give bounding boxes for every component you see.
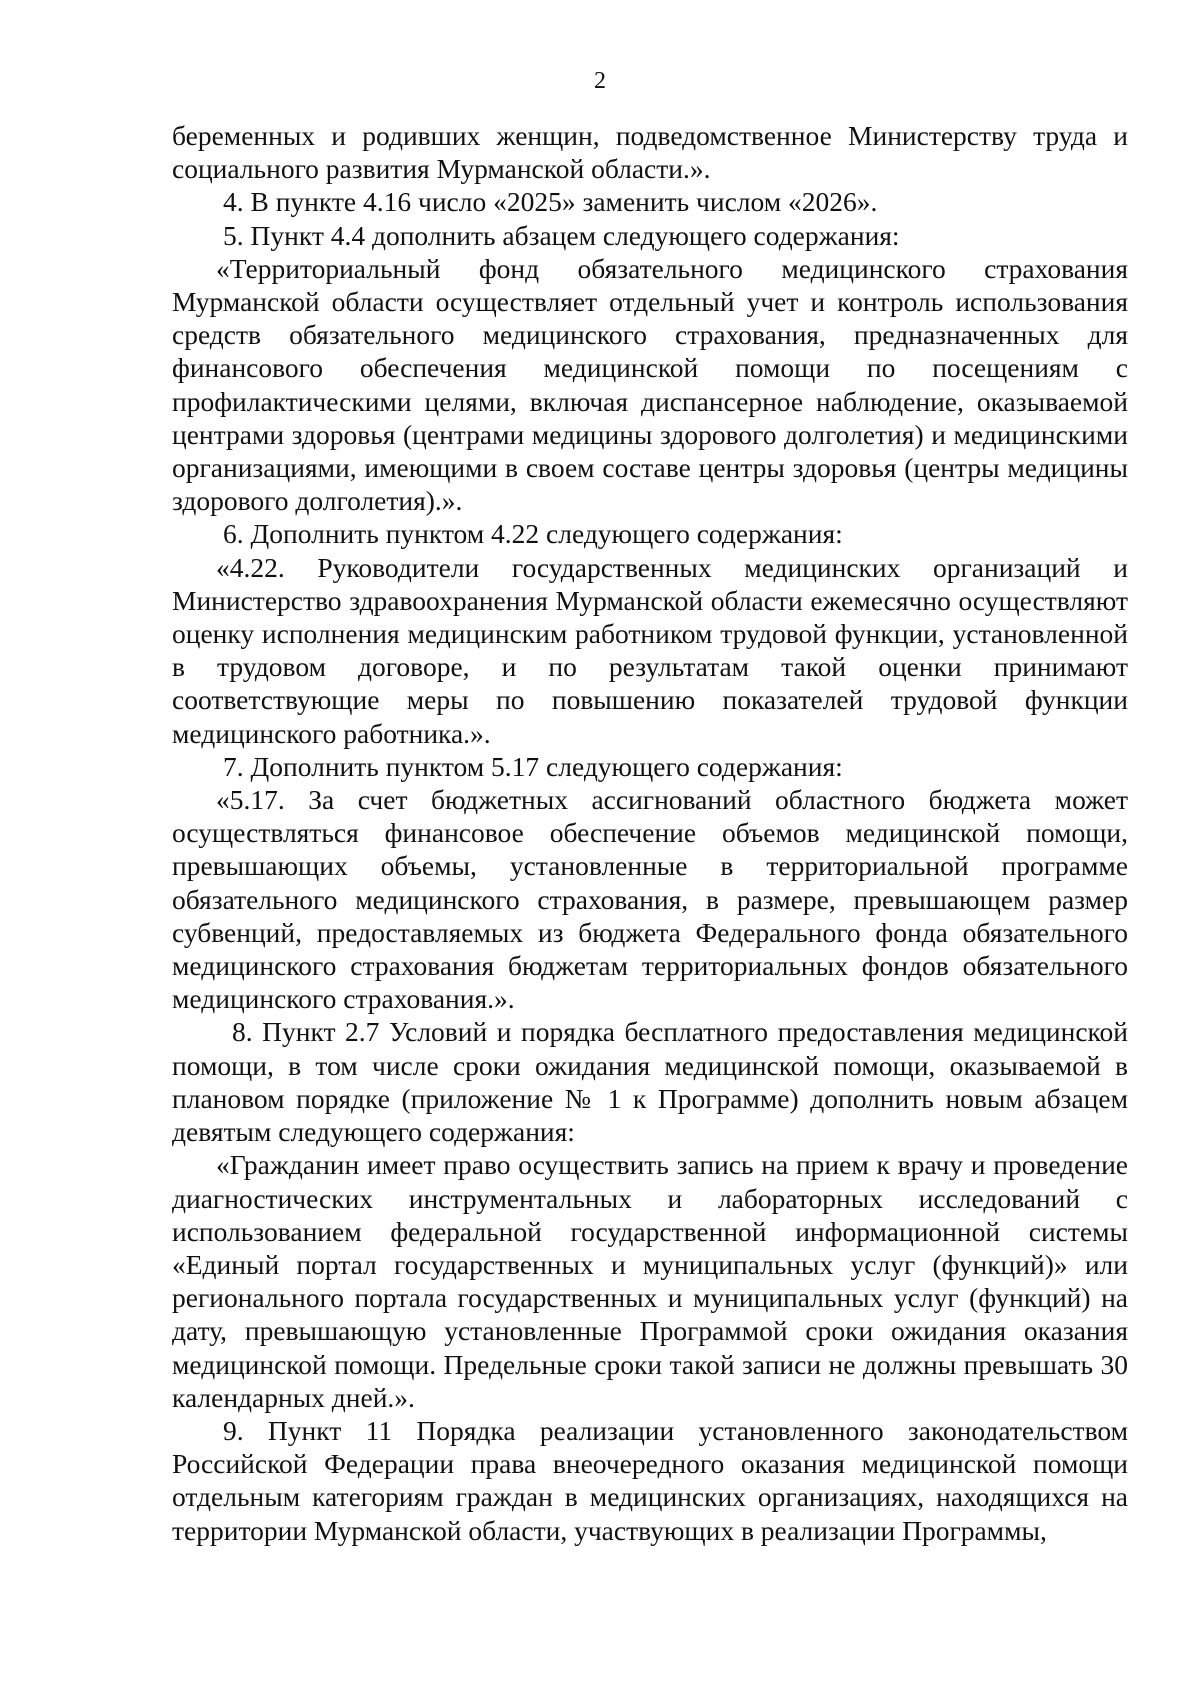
paragraph-continuation: беременных и родивших женщин, подведомственное Министерству труда и социального развития Мурманской области.». (172, 120, 1128, 185)
paragraph-quote-4-22: «4.22. Руководители государственных медицинских организаций и Министерство здравоохранения Мурманской области ежемесячно осуществляют оценку исполнения медицинским работником трудовой функции, установленной в трудовом договоре, и по результатам такой оценки принимают соответствующие меры по повышению показателей трудовой функции медицинского работника.». (172, 551, 1128, 749)
page-number: 2 (594, 68, 606, 94)
document-body (172, 119, 1128, 1547)
paragraph-item-4: 4. В пункте 4.16 число «2025» заменить числом «2026». (223, 186, 878, 218)
paragraph-quote-4-4: «Территориальный фонд обязательного медицинского страхования Мурманской области осуществляет отдельный учет и контроль использования средств обязательного медицинского страхования, предназначенных для финансового обеспечения медицинской помощи по посещениям с профилактическими целями, включая диспансерное наблюдение, оказываемой центрами здоровья (центрами медицины здорового долголетия) и медицинскими организациями, имеющими в своем составе центры здоровья (центры медицины здорового долголетия).». (172, 252, 1128, 517)
paragraph-item-6: 6. Дополнить пунктом 4.22 следующего содержания: (223, 518, 843, 550)
paragraph-quote-citizen-right: «Гражданин имеет право осуществить запись на прием к врачу и проведение диагностических инструментальных и лабораторных исследований с использованием федеральной государственной информационной системы «Единый портал государственных и муниципальных услуг (функций)» или регионального портала государственных и муниципальных услуг (функций) на дату, превышающую установленные Программой сроки ожидания оказания медицинской помощи. Предельные сроки такой записи не должны превышать 30 календарных дней.». (172, 1149, 1128, 1413)
paragraph-quote-5-17: «5.17. За счет бюджетных ассигнований областного бюджета может осуществляться финансовое обеспечение объемов медицинской помощи, превышающих объемы, установленные в территориальной программе обязательного медицинского страхования, в размере, превышающем размер субвенций, предоставляемых из бюджета Федерального фонда обязательного медицинского страхования бюджетам территориальных фондов обязательного медицинского страхования.». (172, 784, 1128, 1015)
paragraph-item-7: 7. Дополнить пунктом 5.17 следующего содержания: (223, 750, 843, 782)
paragraph-item-8: 8. Пункт 2.7 Условий и порядка бесплатного предоставления медицинской помощи, в том числе сроки ожидания медицинской помощи, оказываемой в плановом порядке (приложение № 1 к Программе) дополнить новым абзацем девятым следующего содержания: (172, 1016, 1128, 1148)
paragraph-item-5: 5. Пункт 4.4 дополнить абзацем следующего содержания: (223, 219, 900, 251)
paragraph-item-9: 9. Пункт 11 Порядка реализации установленного законодательством Российской Федерации права внеочередного оказания медицинской помощи отдельным категориям граждан в медицинских организациях, находящихся на территории Мурманской области, участвующих в реализации Программы, (172, 1414, 1128, 1546)
